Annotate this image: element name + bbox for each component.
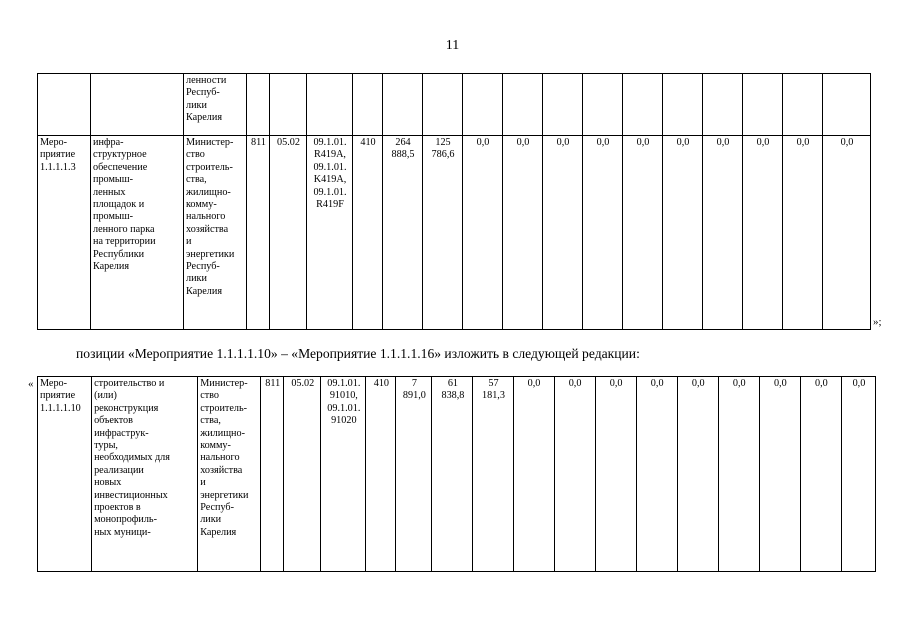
cell-value: 0,0 xyxy=(718,377,759,572)
cell-description xyxy=(91,74,184,136)
cell-value: 0,0 xyxy=(841,377,875,572)
cell-value: 0,0 xyxy=(513,377,554,572)
cell-value: 0,0 xyxy=(554,377,595,572)
cell-value: 7 891,0 xyxy=(396,377,432,572)
cell-value: 0,0 xyxy=(623,136,663,330)
cell-value: 0,0 xyxy=(743,136,783,330)
cell-rzpr: 05.02 xyxy=(284,377,321,572)
cell-value: 0,0 xyxy=(503,136,543,330)
cell-name: Меро- приятие 1.1.1.1.3 xyxy=(38,136,91,330)
cell-value: 0,0 xyxy=(663,136,703,330)
cell-value: 0,0 xyxy=(823,136,871,330)
cell-name: Меро- приятие 1.1.1.1.10 xyxy=(38,377,92,572)
cell-executor: Министер- ство строитель- ства, жилищно- комму- нального хозяйства и энергетики Респуб- лики Карелия xyxy=(184,136,247,330)
cell-description: инфра- структурное обеспечение промыш- ленных площадок и промыш- ленного парка на территории Республики Карелия xyxy=(91,136,184,330)
cell-csr: 09.1.01. 91010, 09.1.01. 91020 xyxy=(321,377,366,572)
cell-value: 0,0 xyxy=(463,136,503,330)
page-number: 11 xyxy=(445,38,460,53)
cell-vr: 410 xyxy=(353,136,383,330)
cell-value: 0,0 xyxy=(703,136,743,330)
table-continuation xyxy=(37,73,871,330)
opening-quote: « xyxy=(28,378,34,390)
cell-vr: 410 xyxy=(366,377,396,572)
cell-value: 0,0 xyxy=(636,377,677,572)
cell-value: 264 888,5 xyxy=(383,136,423,330)
cell-value: 0,0 xyxy=(759,377,800,572)
cell-executor: Министер- ство строитель- ства, жилищно- комму- нального хозяйства и энергетики Респуб- лики Карелия xyxy=(198,377,261,572)
closing-quote: »; xyxy=(873,316,882,328)
table-new-edition xyxy=(37,376,876,572)
cell-description: строительство и (или) реконструкция объектов инфраструк- туры, необходимых для реализации новых инвестиционных проектов в монопрофиль- ных муници- xyxy=(92,377,198,572)
cell-csr: 09.1.01. R419A, 09.1.01. K419A, 09.1.01. R419F xyxy=(307,136,353,330)
cell-name xyxy=(38,74,91,136)
cell-executor: ленности Респуб- лики Карелия xyxy=(184,74,247,136)
table-row xyxy=(38,74,871,136)
table-row xyxy=(38,377,876,572)
cell-value: 61 838,8 xyxy=(432,377,473,572)
instruction-paragraph: позиции «Мероприятие 1.1.1.1.10» – «Мероприятие 1.1.1.1.16» изложить в следующей редакции: xyxy=(76,346,640,361)
cell-value: 0,0 xyxy=(543,136,583,330)
cell-grbs: 811 xyxy=(247,136,270,330)
table-row xyxy=(38,136,871,330)
cell-rzpr: 05.02 xyxy=(270,136,307,330)
cell-grbs: 811 xyxy=(261,377,284,572)
cell-value: 125 786,6 xyxy=(423,136,463,330)
cell-value: 0,0 xyxy=(677,377,718,572)
cell-value: 0,0 xyxy=(595,377,636,572)
cell-value: 0,0 xyxy=(800,377,841,572)
cell-value: 57 181,3 xyxy=(473,377,513,572)
cell-value: 0,0 xyxy=(783,136,823,330)
cell-value: 0,0 xyxy=(583,136,623,330)
